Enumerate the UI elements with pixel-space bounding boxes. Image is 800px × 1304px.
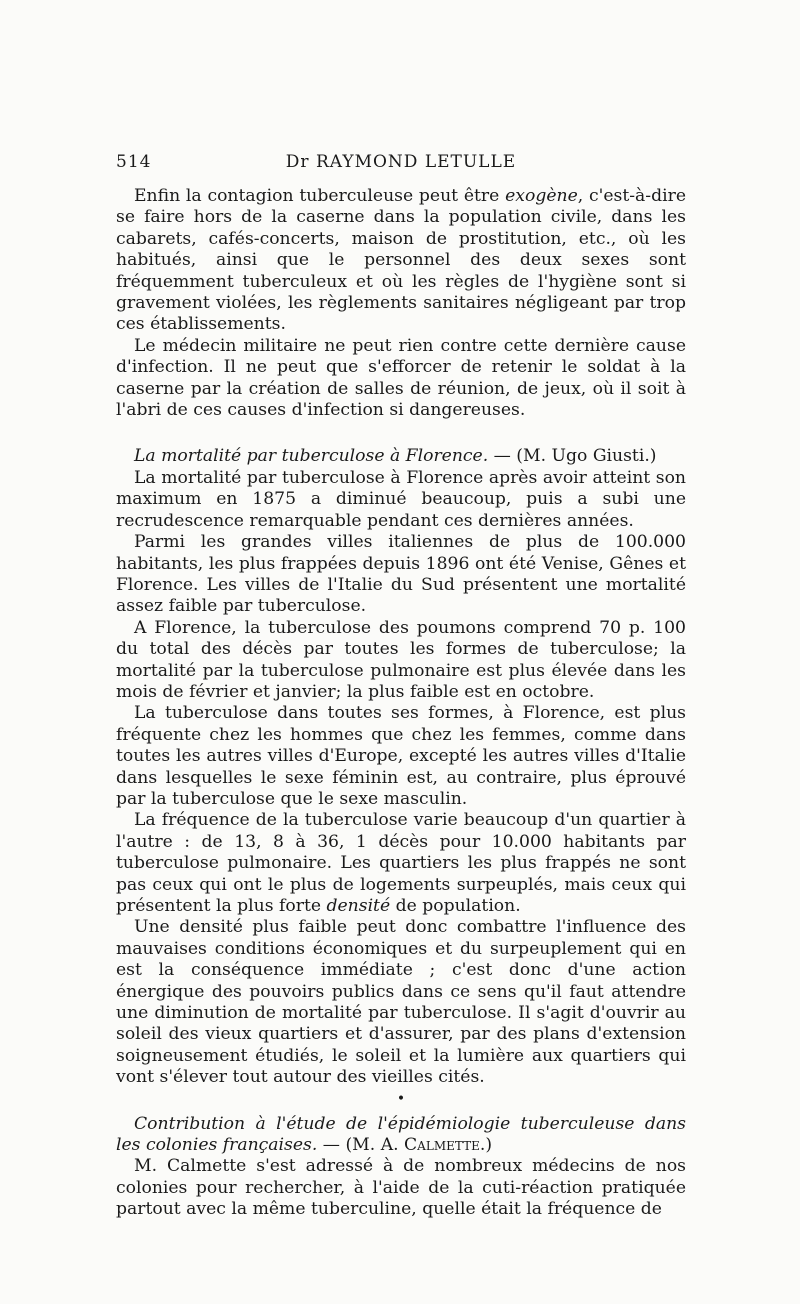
text-run: de population. (390, 896, 521, 916)
text-run: La fréquence de la tuberculose varie beaucoup d'un quartier à l'autre : de 13, 8 à 36, 1 décès pour 10.000 habitants par tuberculose pulmonaire. Les quartiers les plus frappés ne sont pas ceux qui ont le plus de logements surpeuplés, mais ceux qui présentent la plus forte (116, 810, 686, 916)
paragraph: A Florence, la tuberculose des poumons comprend 70 p. 100 du total des décès par toutes les formes de tuberculose; la mortalité par la tuberculose pulmonaire est plus élevée dans les mois de février et janvier; la plus faible est en octobre. (116, 617, 686, 702)
section-title (116, 446, 686, 467)
section-author: — (M. Ugo Giusti.) (488, 446, 657, 467)
paragraph: La mortalité par tuberculose à Florence après avoir atteint son maximum en 1875 a diminué beaucoup, puis a subi une recrudescence remarquable pendant ces dernières années. (116, 467, 686, 531)
section-title-text: La mortalité par tuberculose à Florence. (134, 446, 489, 467)
author-prefix: — (M. A. (317, 1135, 405, 1156)
paragraph: La tuberculose dans toutes ses formes, à Florence, est plus fréquente chez les hommes que chez les femmes, comme dans toutes les autres villes d'Europe, excepté les autres villes d'Italie dans lesquelles le sexe féminin est, au contraire, plus éprouvé par la tuberculose que le sexe masculin. (116, 703, 686, 809)
page-number: 514 (116, 152, 152, 172)
article-body (116, 186, 686, 1221)
page-header (116, 152, 686, 176)
running-head: Dr RAYMOND LETULLE (285, 152, 517, 172)
text-run: , c'est-à-dire se faire hors de la caserne dans la population civile, dans les cabarets, cafés-concerts, maison de prostitution, etc., où les habitués, ainsi que le personnel des deux sexes sont fréquemment tuberculeux et où les règles de l'hygiène sont si gravement violées, les règlements sanitaires négligeant par trop ces établissements. (116, 186, 686, 335)
paragraph (116, 186, 686, 336)
paragraph: Une densité plus faible peut donc combattre l'influence des mauvaises conditions économiques et du surpeuplement qui en est la conséquence immédiate ; c'est donc d'une action énergique des pouvoirs publics dans ce sens qu'il faut attendre une diminution de mortalité par tuberculose. Il s'agit d'ouvrir au soleil des vieux quartiers et d'assurer, par des plans d'extension soigneusement étudiés, le soleil et la lumière aux quartiers qui vont s'élever tout autour des vieilles cités. (116, 917, 686, 1088)
emphasis: exogène (505, 186, 578, 206)
author-suffix: .) (479, 1135, 493, 1156)
section-title (116, 1114, 686, 1157)
section-title-text: Contribution à l'étude de l'épidémiologie tuberculeuse dans les colonies françaises. (116, 1113, 686, 1156)
emphasis: densité (326, 896, 391, 916)
print-mark: • (396, 1090, 406, 1107)
paragraph: Le médecin militaire ne peut rien contre cette dernière cause d'infection. Il ne peut que s'efforcer de retenir le soldat à la caserne par la création de salles de réunion, de jeux, où il soit à l'abri de ces causes d'infection si dangereuses. (116, 335, 686, 421)
paragraph (116, 810, 686, 917)
author-name: Calmette (404, 1135, 480, 1156)
paragraph: M. Calmette s'est adressé à de nombreux médecins de nos colonies pour rechercher, à l'aide de la cuti-réaction pratiquée partout avec la même tuberculine, quelle était la fréquence de (116, 1156, 686, 1220)
text-run: Enfin la contagion tuberculeuse peut être (134, 186, 506, 206)
section-author (317, 1135, 492, 1155)
paragraph: Parmi les grandes villes italiennes de plus de 100.000 habitants, les plus frappées depuis 1896 ont été Venise, Gênes et Florence. Les villes de l'Italie du Sud présentent une mortalité assez faible par tuberculose. (116, 532, 686, 617)
